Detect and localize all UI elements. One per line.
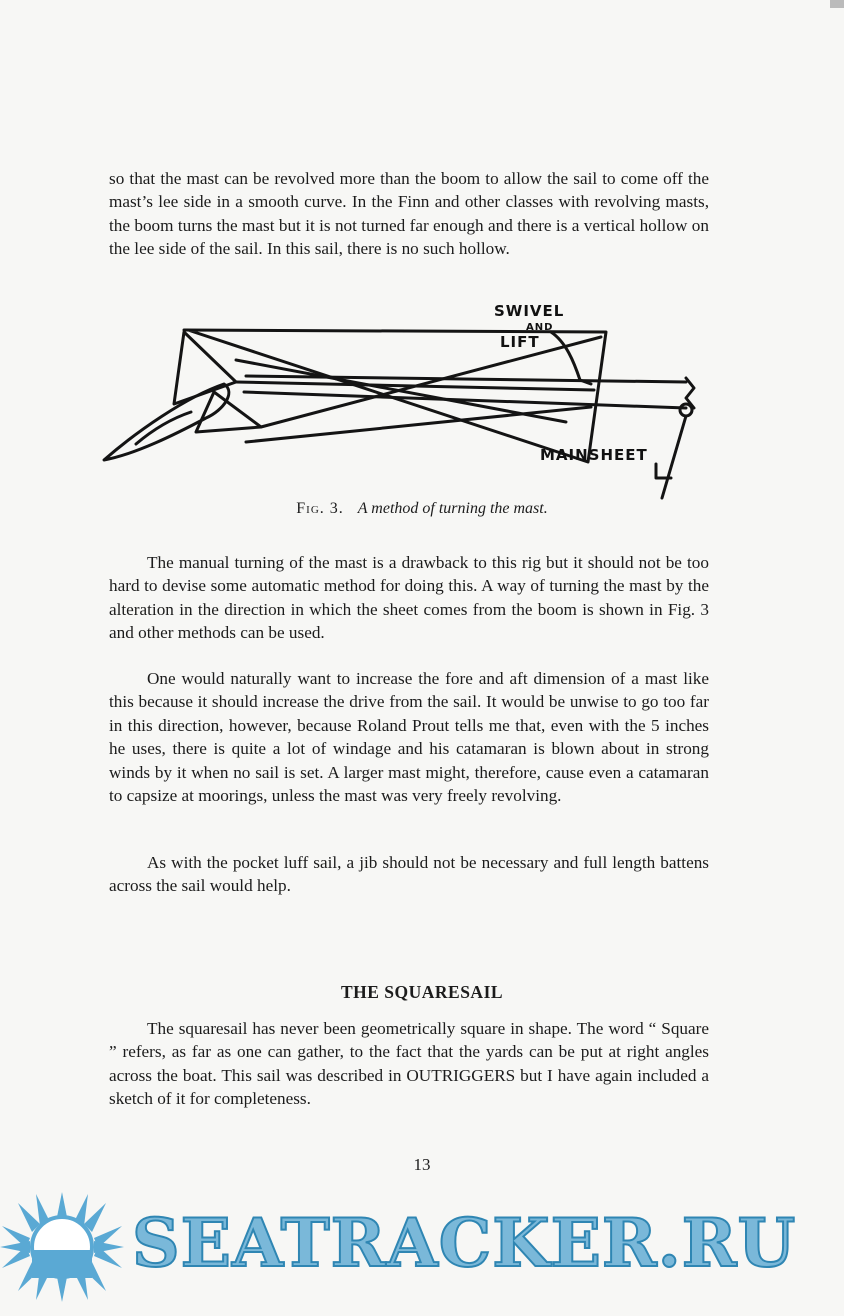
watermark-text: SEATRACKER.RU: [132, 1204, 797, 1282]
mainsheet-line: [662, 416, 686, 498]
figure-caption: [0, 500, 844, 518]
boom-line-lower: [244, 392, 686, 408]
mainsheet-block: [680, 404, 692, 416]
paragraph-mast-revolving: so that the mast can be revolved more than the boom to allow the sail to come off the mast’s lee side in a smooth curve. In the Finn and other classes with revolving masts, the boom turns the mast but it is not turned far enough and there is a vertical hollow on the lee side of the sail. In this sail, there is no such hollow.: [109, 169, 709, 259]
label-swivel: SWIVEL: [494, 302, 565, 320]
figure-mast-turning-sketch: [96, 292, 716, 502]
paragraph-mast-dimension: One would naturally want to increase the fore and aft dimension of a mast like this because it should increase the drive from the sail. It would be unwise to go too far in this direction, however, because Roland Prout tells me that, even with the 5 inches he uses, there is quite a lot of windage and his catamaran is blown about in strong winds by it when no sail is set. A larger mast might, therefore, cause even a catamaran to capsize at moorings, unless the mast was very freely revolving.: [109, 669, 709, 806]
sheet-line: [246, 376, 686, 382]
paragraph-pocket-luff: As with the pocket luff sail, a jib should not be necessary and full length battens across the sail would help.: [109, 853, 709, 896]
sail-diagonal: [261, 337, 601, 427]
sun-icon: [0, 1192, 124, 1302]
sail-diagonal-2: [236, 360, 566, 422]
page-number: 13: [413, 1155, 431, 1174]
page-edge-mark: [830, 0, 844, 8]
label-and: AND: [526, 322, 554, 333]
section-heading: THE SQUARESAIL: [340, 982, 504, 1002]
sail-foot: [246, 407, 591, 442]
caption-number: Fig. 3.: [296, 500, 344, 517]
label-mainsheet: MAINSHEET: [540, 446, 648, 464]
label-lift: LIFT: [500, 333, 540, 351]
paragraph-manual-turning: The manual turning of the mast is a drawback to this rig but it should not be too hard to devise some automatic method for doing this. A way of turning the mast by the alteration in the direction in which the sheet comes from the boom is shown in Fig. 3 and other methods can be used.: [109, 553, 709, 643]
caption-text: A method of turning the mast.: [357, 500, 548, 517]
paragraph-squaresail: The squaresail has never been geometrically square in shape. The word “ Square ” refers, as far as one can gather, to the fact that the yards can be put at right angles across the boat. This sail was described in OUTRIGGERS but I have again included a sketch of it for completeness.: [109, 1019, 709, 1109]
